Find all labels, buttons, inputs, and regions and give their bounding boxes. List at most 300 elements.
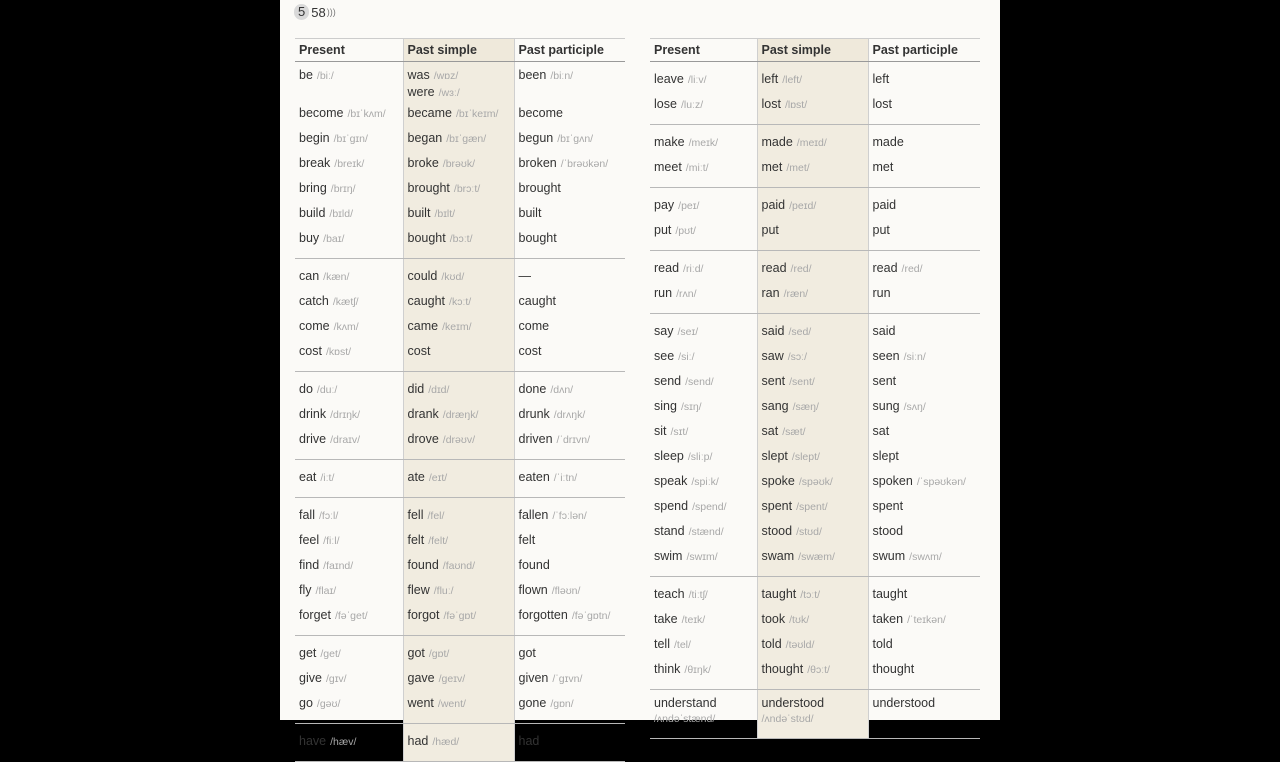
verb-past — [408, 553, 514, 578]
verb-present — [654, 632, 757, 657]
verb-form: slept — [761, 449, 788, 463]
verb-form: bought — [518, 231, 557, 245]
verb-past — [762, 281, 868, 306]
verb-form: meet — [654, 160, 682, 174]
verb-group-row — [650, 125, 980, 188]
verb-form: understood — [761, 696, 825, 710]
verb-form: found — [518, 558, 550, 572]
verb-past — [762, 344, 868, 369]
verb-pp — [519, 67, 626, 84]
phonetic-transcription: /kɔːt/ — [449, 296, 472, 308]
verb-pp — [519, 465, 626, 490]
verb-form: fell — [407, 508, 424, 522]
verb-form: drunk — [518, 407, 550, 421]
verb-pp — [519, 226, 626, 251]
verb-form: swim — [654, 549, 683, 563]
verb-group-row — [295, 62, 625, 259]
verb-pp — [519, 578, 626, 603]
phonetic-transcription: /bɔːt/ — [449, 233, 473, 245]
cell-past — [403, 724, 514, 762]
verb-form: sat — [872, 424, 890, 438]
verb-present — [299, 101, 403, 126]
verb-present — [654, 695, 757, 727]
phonetic-transcription: /biːn/ — [550, 70, 574, 82]
verb-present — [299, 465, 403, 490]
verb-past — [408, 603, 514, 628]
verb-form: saw — [761, 349, 784, 363]
phonetic-transcription: /gɒt/ — [428, 648, 450, 660]
phonetic-transcription: /bɪˈgɪn/ — [333, 133, 368, 145]
verb-form: eat — [299, 470, 317, 484]
verb-pp — [519, 402, 626, 427]
verb-present — [299, 427, 403, 452]
verb-form: sing — [654, 399, 677, 413]
phonetic-transcription: /bɪˈkeɪm/ — [455, 108, 499, 120]
verb-past — [762, 369, 868, 394]
verb-form: broken — [518, 156, 557, 170]
verb-past — [408, 641, 514, 666]
verb-present — [299, 151, 403, 176]
phonetic-transcription: /tel/ — [673, 639, 691, 651]
phonetic-transcription: /geɪv/ — [438, 673, 466, 685]
verb-form: drink — [299, 407, 327, 421]
verb-pp — [519, 666, 626, 691]
cell-past — [757, 251, 868, 314]
verb-form: make — [654, 135, 685, 149]
verb-past — [408, 465, 514, 490]
verb-group-row — [295, 498, 625, 636]
verb-form: flew — [407, 583, 430, 597]
phonetic-transcription: /fəˈgɒt/ — [443, 610, 477, 622]
table-header-row — [295, 39, 625, 62]
phonetic-transcription: /kɒst/ — [325, 346, 352, 358]
verb-form: sent — [872, 374, 897, 388]
verb-past — [408, 126, 514, 151]
grammar-page — [280, 0, 1000, 748]
verb-form: do — [299, 382, 313, 396]
verb-form: forget — [299, 608, 331, 622]
verb-past — [762, 218, 868, 243]
phonetic-transcription: /θɔːt/ — [807, 664, 830, 676]
verb-past — [762, 130, 868, 155]
verb-form: cost — [299, 344, 322, 358]
verb-past — [762, 657, 868, 682]
verb-form: broke — [407, 156, 439, 170]
cell-present — [650, 251, 757, 314]
verb-form: swam — [761, 549, 795, 563]
verb-present — [654, 419, 757, 444]
phonetic-transcription: /sliːp/ — [687, 451, 713, 463]
verb-past — [408, 528, 514, 553]
verb-form: find — [299, 558, 320, 572]
verb-past — [408, 67, 514, 84]
verb-form: drive — [299, 432, 327, 446]
phonetic-transcription: /pʊt/ — [675, 225, 696, 237]
header-past-simple: Past simple — [757, 39, 868, 62]
phonetic-transcription: /rʌn/ — [676, 288, 697, 300]
cell-pp — [514, 62, 625, 259]
irregular-verbs-table-left — [295, 38, 625, 762]
verb-pp — [519, 503, 626, 528]
phonetic-transcription: /θɪŋk/ — [684, 664, 711, 676]
verb-pp — [873, 369, 981, 394]
verb-present — [299, 691, 403, 716]
verb-form: put — [872, 223, 890, 237]
cell-pp — [868, 690, 980, 739]
phonetic-transcription: /ˈteɪkən/ — [907, 614, 946, 626]
verb-form: taught — [872, 587, 908, 601]
cell-present — [650, 62, 757, 125]
verb-present — [654, 494, 757, 519]
phonetic-transcription: /gɒn/ — [550, 698, 574, 710]
cell-present — [295, 62, 403, 259]
phonetic-transcription: /swʌm/ — [909, 551, 942, 563]
verb-past — [408, 691, 514, 716]
verb-past — [762, 394, 868, 419]
phonetic-transcription: /kʊd/ — [441, 271, 465, 283]
verb-past — [762, 519, 868, 544]
phonetic-transcription: /dʌn/ — [550, 384, 574, 396]
cell-pp — [868, 251, 980, 314]
phonetic-transcription: /fləʊn/ — [551, 585, 581, 597]
phonetic-transcription: /ræn/ — [783, 288, 809, 300]
verb-past — [408, 101, 514, 126]
phonetic-transcription: /teɪk/ — [681, 614, 706, 626]
cell-past — [403, 259, 514, 372]
verb-form: got — [407, 646, 425, 660]
verb-pp — [873, 607, 981, 632]
verb-pp — [873, 218, 981, 243]
verb-form: stood — [872, 524, 904, 538]
verb-group-row — [650, 314, 980, 577]
verb-form: said — [761, 324, 785, 338]
phonetic-transcription: /slept/ — [791, 451, 820, 463]
verb-pp — [873, 494, 981, 519]
verb-form: sleep — [654, 449, 684, 463]
cell-past — [757, 577, 868, 690]
verb-form: have — [299, 734, 327, 748]
phonetic-transcription: /tɔːt/ — [800, 589, 821, 601]
verb-form: made — [761, 135, 793, 149]
verb-pp — [519, 151, 626, 176]
phonetic-transcription: /fiːl/ — [323, 535, 340, 547]
phonetic-transcription: /brəʊk/ — [442, 158, 476, 170]
verb-form: lose — [654, 97, 677, 111]
phonetic-transcription: /tʊk/ — [789, 614, 810, 626]
phonetic-transcription: /red/ — [901, 263, 923, 275]
phonetic-transcription: /ˈspəʊkən/ — [916, 476, 966, 488]
verb-pp — [873, 155, 981, 180]
verb-past — [408, 226, 514, 251]
verb-form: spoke — [761, 474, 795, 488]
verb-past — [408, 151, 514, 176]
verb-present — [654, 256, 757, 281]
verb-form: fall — [299, 508, 315, 522]
phonetic-transcription: /sed/ — [788, 326, 812, 338]
cell-present — [295, 498, 403, 636]
verb-form: begun — [518, 131, 554, 145]
phonetic-transcription: /brɪŋ/ — [330, 183, 356, 195]
verb-form: took — [761, 612, 786, 626]
verb-pp — [519, 201, 626, 226]
phonetic-transcription: /ˈiːtn/ — [553, 472, 578, 484]
verb-pp — [519, 729, 626, 754]
verb-group-row — [295, 460, 625, 498]
verb-form: cost — [518, 344, 542, 358]
phonetic-transcription: /stænd/ — [688, 526, 724, 538]
verb-form: put — [654, 223, 672, 237]
phonetic-transcription: /dræŋk/ — [442, 409, 479, 421]
cell-pp — [514, 636, 625, 724]
phonetic-transcription: /iːt/ — [320, 472, 335, 484]
verb-pp — [873, 130, 981, 155]
verb-past — [762, 494, 868, 519]
verb-past — [408, 84, 514, 101]
verb-present — [654, 319, 757, 344]
verb-present — [654, 155, 757, 180]
phonetic-transcription: /red/ — [790, 263, 812, 275]
phonetic-transcription: /kætʃ/ — [332, 296, 359, 308]
verb-pp — [873, 394, 981, 419]
speaker-icon[interactable]: ))) — [326, 7, 336, 17]
verb-present — [654, 281, 757, 306]
verb-group-row — [650, 577, 980, 690]
cell-past — [403, 62, 514, 259]
phonetic-transcription: /hæd/ — [432, 736, 460, 748]
verb-past — [762, 607, 868, 632]
phonetic-transcription: /duː/ — [316, 384, 338, 396]
verb-pp — [873, 193, 981, 218]
verb-form: got — [518, 646, 536, 660]
phonetic-transcription: /sæt/ — [782, 426, 806, 438]
verb-pp — [873, 695, 981, 711]
phonetic-transcription: /wɒz/ — [433, 70, 459, 82]
verb-present — [654, 130, 757, 155]
verb-present — [299, 666, 403, 691]
verb-form: went — [407, 696, 434, 710]
verb-group-row — [650, 251, 980, 314]
phonetic-transcription: /luːz/ — [680, 99, 704, 111]
verb-form: get — [299, 646, 317, 660]
verb-form: left — [761, 72, 779, 86]
verb-form: feel — [299, 533, 320, 547]
phonetic-transcription: /sɪt/ — [670, 426, 689, 438]
verb-present — [654, 582, 757, 607]
phonetic-transcription: /drəʊv/ — [442, 434, 476, 446]
phonetic-transcription: /baɪ/ — [323, 233, 345, 245]
verb-form: spent — [761, 499, 793, 513]
verb-form: were — [407, 85, 435, 99]
phonetic-transcription: /dɪd/ — [428, 384, 450, 396]
verb-present — [654, 519, 757, 544]
verb-past — [408, 176, 514, 201]
verb-form: ate — [407, 470, 425, 484]
verb-form: take — [654, 612, 678, 626]
verb-form: speak — [654, 474, 688, 488]
verb-form: taught — [761, 587, 797, 601]
phonetic-transcription: /gɪv/ — [325, 673, 347, 685]
verb-form: break — [299, 156, 331, 170]
verb-present — [299, 226, 403, 251]
phonetic-transcription: /peɪ/ — [678, 200, 700, 212]
verb-form: tell — [654, 637, 670, 651]
verb-present — [299, 641, 403, 666]
verb-past — [762, 256, 868, 281]
cell-past — [757, 188, 868, 251]
verb-pp — [519, 176, 626, 201]
phonetic-transcription: /miːt/ — [685, 162, 709, 174]
verb-present — [654, 469, 757, 494]
phonetic-transcription: /tiːtʃ/ — [688, 589, 708, 601]
phonetic-transcription: /ˈdrɪvn/ — [556, 434, 591, 446]
track-number: 5 — [294, 4, 309, 20]
verb-form: spend — [654, 499, 689, 513]
phonetic-transcription: /bɪˈgæn/ — [446, 133, 487, 145]
verb-past — [762, 319, 868, 344]
cell-past — [403, 372, 514, 460]
verb-pp — [873, 419, 981, 444]
verb-past — [762, 444, 868, 469]
verb-form: met — [761, 160, 783, 174]
verb-form: fallen — [518, 508, 549, 522]
verb-form: sat — [761, 424, 779, 438]
verb-form: become — [518, 106, 563, 120]
phonetic-transcription: /sʌŋ/ — [903, 401, 926, 413]
phonetic-transcription: /flaɪ/ — [315, 585, 337, 597]
verb-pp — [873, 657, 981, 682]
verb-form: bring — [299, 181, 327, 195]
verb-form: felt — [518, 533, 536, 547]
verb-form: caught — [407, 294, 446, 308]
verb-group-row — [295, 372, 625, 460]
verb-pp — [519, 603, 626, 628]
verb-form: send — [654, 374, 682, 388]
verb-form: can — [299, 269, 320, 283]
cell-present — [295, 372, 403, 460]
verb-form: ran — [761, 286, 780, 300]
phonetic-transcription: /ˈbrəʊkən/ — [560, 158, 609, 170]
verb-pp — [873, 444, 981, 469]
verb-form: slept — [872, 449, 899, 463]
irregular-verbs-table-right — [650, 38, 980, 739]
verb-pp — [873, 469, 981, 494]
verb-form: given — [518, 671, 549, 685]
verb-past — [762, 544, 868, 569]
verb-past — [408, 377, 514, 402]
verb-present — [654, 344, 757, 369]
verb-form: built — [407, 206, 431, 220]
verb-form: seen — [872, 349, 900, 363]
phonetic-transcription: /peɪd/ — [789, 200, 817, 212]
cell-present — [650, 125, 757, 188]
verb-past — [762, 67, 868, 92]
phonetic-transcription: /hæv/ — [330, 736, 357, 748]
phonetic-transcription: /get/ — [320, 648, 341, 660]
cell-past — [403, 636, 514, 724]
verb-form: go — [299, 696, 313, 710]
phonetic-transcription: /spiːk/ — [691, 476, 719, 488]
cell-past — [757, 125, 868, 188]
phonetic-transcription: /spent/ — [796, 501, 828, 513]
verb-past — [408, 289, 514, 314]
cell-present — [295, 724, 403, 762]
phonetic-transcription: /fəˈget/ — [334, 610, 368, 622]
phonetic-transcription: /bɪld/ — [329, 208, 354, 220]
header-present: Present — [650, 39, 757, 62]
verb-form: come — [518, 319, 550, 333]
verb-form: did — [407, 382, 425, 396]
verb-past — [762, 92, 868, 117]
cell-pp — [514, 259, 625, 372]
cell-past — [403, 498, 514, 636]
table-header-row — [650, 39, 980, 62]
phonetic-transcription: /bɪlt/ — [434, 208, 456, 220]
phonetic-transcription: /fel/ — [427, 510, 445, 522]
verb-pp — [873, 67, 981, 92]
verb-pp — [519, 314, 626, 339]
cell-pp — [868, 314, 980, 577]
verb-past — [408, 578, 514, 603]
verb-form: begin — [299, 131, 330, 145]
verb-pp — [519, 553, 626, 578]
phonetic-transcription: /biː/ — [316, 70, 334, 82]
phonetic-transcription: /ʌndəˈstʊd/ — [761, 713, 814, 725]
cell-past — [757, 62, 868, 125]
verb-form: pay — [654, 198, 675, 212]
cell-pp — [514, 460, 625, 498]
verb-form: found — [407, 558, 439, 572]
verb-present — [299, 339, 403, 364]
cell-present — [650, 188, 757, 251]
verb-present — [299, 314, 403, 339]
verb-form: sang — [761, 399, 789, 413]
phonetic-transcription: /sent/ — [789, 376, 815, 388]
verb-present — [299, 603, 403, 628]
verb-past — [762, 193, 868, 218]
verb-form: made — [872, 135, 904, 149]
phonetic-transcription: /meɪd/ — [796, 137, 827, 149]
phonetic-transcription: /send/ — [685, 376, 714, 388]
phonetic-transcription: /met/ — [786, 162, 810, 174]
verb-form: drove — [407, 432, 439, 446]
verb-past — [408, 503, 514, 528]
verb-past — [762, 419, 868, 444]
audio-track-badge[interactable] — [294, 3, 336, 21]
phonetic-transcription: /siː/ — [678, 351, 695, 363]
verb-form: buy — [299, 231, 320, 245]
verb-form: told — [761, 637, 782, 651]
verb-past — [408, 201, 514, 226]
cell-pp — [514, 372, 625, 460]
header-past-participle: Past participle — [868, 39, 980, 62]
verb-form: run — [654, 286, 673, 300]
verb-present — [299, 176, 403, 201]
phonetic-transcription: /bɪˈkʌm/ — [347, 108, 386, 120]
verb-present — [654, 218, 757, 243]
verb-form: say — [654, 324, 674, 338]
verb-pp — [873, 519, 981, 544]
header-past-participle: Past participle — [514, 39, 625, 62]
verb-form: driven — [518, 432, 553, 446]
verb-present — [299, 67, 403, 84]
verb-past — [762, 469, 868, 494]
verb-present — [654, 67, 757, 92]
cell-pp — [868, 188, 980, 251]
verb-form: came — [407, 319, 439, 333]
verb-form: paid — [761, 198, 786, 212]
phonetic-transcription: /drɪŋk/ — [330, 409, 361, 421]
phonetic-transcription: /meɪk/ — [688, 137, 718, 149]
